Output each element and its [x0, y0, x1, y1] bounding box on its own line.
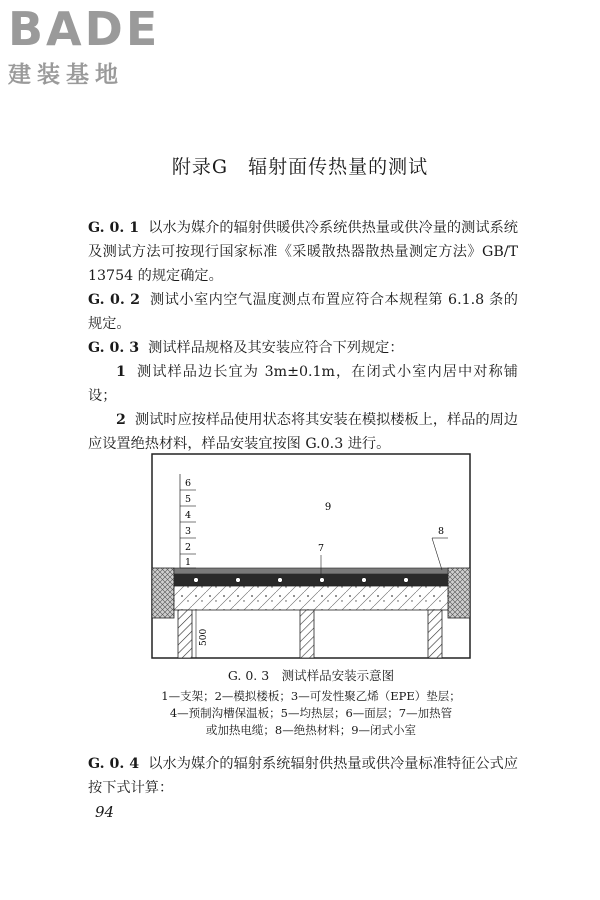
logo-subtitle: 建装基地 — [8, 62, 124, 88]
layer-label: 3 — [184, 526, 192, 537]
page-title: 附录G 辐射面传热量的测试 — [171, 156, 429, 178]
figure-caption: G. 0. 3 测试样品安装示意图 — [227, 668, 395, 683]
insulation-label: 8 — [437, 526, 445, 537]
section-g04 — [88, 752, 518, 800]
figure-legend-line: 1—支架；2—模拟楼板；3—可发性聚乙烯（EPE）垫层； — [161, 689, 461, 703]
logo-brand: BADE — [8, 2, 161, 56]
list-item-2 — [88, 408, 518, 456]
item-text: 测试时应按样品使用状态将其安装在模拟楼板上，样品的周边应设置绝热材料，样品安装宜按图 G.0.3 进行。 — [88, 412, 518, 452]
insulation-left — [152, 568, 174, 618]
insulation-right — [448, 568, 470, 618]
section-g01 — [88, 216, 518, 288]
support-middle — [300, 610, 314, 658]
section-g03 — [88, 336, 518, 360]
figure-legend-line: 4—预制沟槽保温板；5—均热层；6—面层；7—加热管 — [169, 706, 453, 720]
list-item-1 — [88, 360, 518, 408]
section-g02 — [88, 288, 518, 336]
surface-layer — [174, 568, 448, 574]
section-text: 以水为媒介的辐射供暖供冷系统供热量或供冷量的测试系统及测试方法可按现行国家标准《采暖散热器散热量测定方法》GB/T 13754 的规定确定。 — [88, 220, 518, 284]
figure-legend-line: 或加热电缆；8—绝热材料；9—闭式小室 — [205, 723, 417, 737]
section-text: 测试小室内空气温度测点布置应符合本规程第 6.1.8 条的规定。 — [88, 292, 518, 332]
heating-pipe — [194, 578, 199, 583]
layer-label: 6 — [184, 478, 192, 489]
heating-pipe — [404, 578, 409, 583]
section-text: 测试样品规格及其安装应符合下列规定： — [148, 340, 404, 356]
simulated-slab — [174, 586, 448, 610]
heating-pipe — [236, 578, 241, 583]
section-number: G. 0. 4 — [88, 756, 140, 772]
heating-pipe — [362, 578, 367, 583]
layer-label: 1 — [184, 557, 192, 568]
item-number: 2 — [116, 412, 126, 428]
pipe-label: 7 — [317, 543, 325, 554]
layer-label: 2 — [184, 542, 192, 553]
section-number: G. 0. 3 — [88, 340, 140, 356]
layer-label: 4 — [184, 510, 192, 521]
section-text: 以水为媒介的辐射系统辐射供热量或供冷量标准特征公式应按下式计算： — [88, 756, 518, 796]
item-text: 测试样品边长宜为 3m±0.1m，在闭式小室内居中对称铺设； — [88, 364, 518, 404]
section-number: G. 0. 2 — [88, 292, 141, 308]
heating-pipe — [278, 578, 283, 583]
chamber-label: 9 — [324, 502, 332, 513]
bade-logo — [8, 4, 178, 89]
dimension-label: 500 — [199, 628, 209, 646]
layer-label: 5 — [184, 494, 192, 505]
page-number: 94 — [95, 803, 115, 821]
support-left — [178, 610, 192, 658]
heating-pipe — [320, 578, 325, 583]
support-right — [428, 610, 442, 658]
section-number: G. 0. 1 — [88, 220, 140, 236]
installation-diagram — [150, 452, 472, 660]
item-number: 1 — [116, 364, 126, 380]
